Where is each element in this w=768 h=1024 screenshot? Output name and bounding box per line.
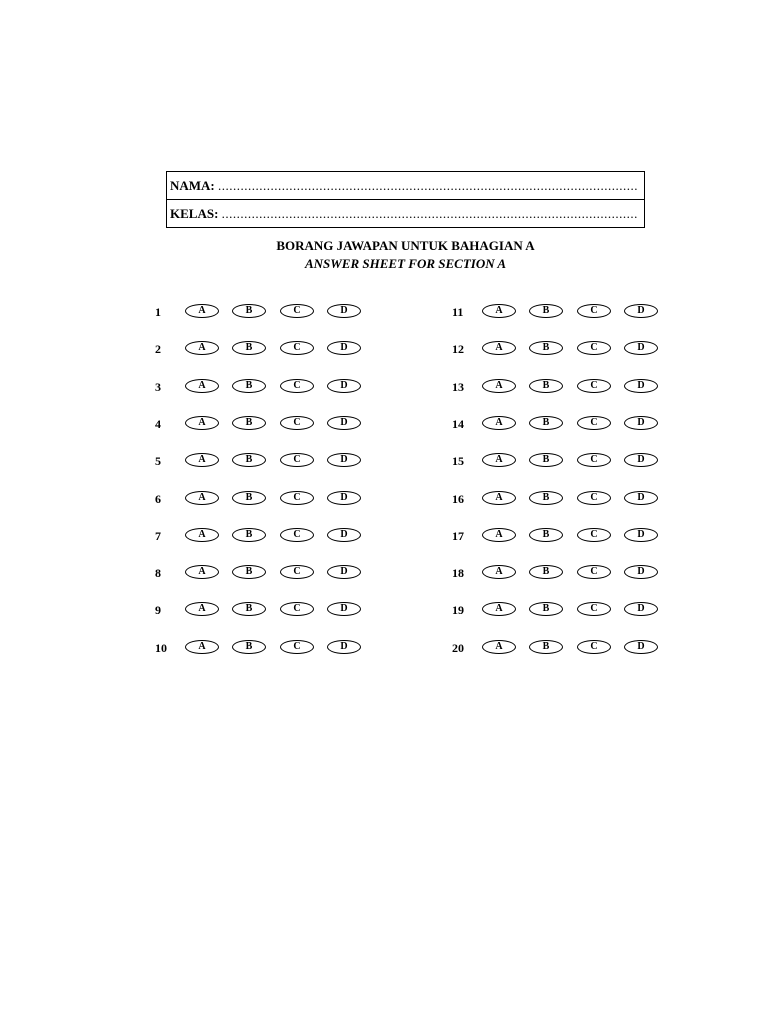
answer-bubble-a[interactable]: A bbox=[185, 379, 219, 393]
answer-bubble-a[interactable]: A bbox=[482, 304, 516, 318]
answer-bubble-a[interactable]: A bbox=[482, 640, 516, 654]
answer-bubble-a[interactable]: A bbox=[482, 528, 516, 542]
answer-bubble-a[interactable]: A bbox=[482, 341, 516, 355]
answer-bubble-b[interactable]: B bbox=[232, 565, 266, 579]
answer-bubble-a[interactable]: A bbox=[185, 491, 219, 505]
answer-bubble-a[interactable]: A bbox=[482, 602, 516, 616]
answer-bubble-c[interactable]: C bbox=[577, 565, 611, 579]
question-row bbox=[452, 565, 667, 581]
answer-bubble-b[interactable]: B bbox=[232, 602, 266, 616]
question-row bbox=[452, 528, 667, 544]
answer-bubble-b[interactable]: B bbox=[232, 304, 266, 318]
student-info-box bbox=[166, 171, 645, 228]
answer-bubble-b[interactable]: B bbox=[529, 453, 563, 467]
answer-bubble-c[interactable]: C bbox=[280, 416, 314, 430]
answer-bubble-d[interactable]: D bbox=[327, 453, 361, 467]
answer-bubble-c[interactable]: C bbox=[577, 416, 611, 430]
answer-bubble-a[interactable]: A bbox=[185, 602, 219, 616]
question-row bbox=[155, 379, 370, 395]
question-number: 10 bbox=[155, 641, 167, 655]
answer-bubble-b[interactable]: B bbox=[529, 565, 563, 579]
answer-bubble-d[interactable]: D bbox=[327, 416, 361, 430]
answer-bubble-b[interactable]: B bbox=[529, 491, 563, 505]
answer-bubble-a[interactable]: A bbox=[185, 416, 219, 430]
question-number: 8 bbox=[155, 566, 161, 580]
question-number: 4 bbox=[155, 417, 161, 431]
answer-bubble-b[interactable]: B bbox=[232, 491, 266, 505]
question-row bbox=[155, 640, 370, 656]
answer-bubble-c[interactable]: C bbox=[280, 453, 314, 467]
answer-bubble-a[interactable]: A bbox=[482, 416, 516, 430]
answer-bubble-c[interactable]: C bbox=[577, 528, 611, 542]
answer-bubble-c[interactable]: C bbox=[280, 491, 314, 505]
question-row bbox=[155, 565, 370, 581]
answer-bubble-d[interactable]: D bbox=[624, 640, 658, 654]
answer-bubble-a[interactable]: A bbox=[185, 304, 219, 318]
answer-bubble-c[interactable]: C bbox=[280, 565, 314, 579]
answer-bubble-b[interactable]: B bbox=[232, 416, 266, 430]
question-number: 11 bbox=[452, 305, 464, 319]
question-row bbox=[155, 453, 370, 469]
answer-bubble-b[interactable]: B bbox=[529, 416, 563, 430]
answer-bubble-d[interactable]: D bbox=[327, 528, 361, 542]
question-row bbox=[155, 491, 370, 507]
question-row bbox=[155, 416, 370, 432]
answer-bubble-c[interactable]: C bbox=[577, 341, 611, 355]
question-row bbox=[155, 528, 370, 544]
answer-bubble-b[interactable]: B bbox=[529, 640, 563, 654]
question-number: 19 bbox=[452, 603, 464, 617]
question-row bbox=[155, 304, 370, 320]
class-row[interactable] bbox=[167, 200, 644, 228]
answer-bubble-c[interactable]: C bbox=[280, 341, 314, 355]
answer-bubble-d[interactable]: D bbox=[624, 416, 658, 430]
answer-bubble-d[interactable]: D bbox=[624, 565, 658, 579]
title-malay: BORANG JAWAPAN UNTUK BAHAGIAN A bbox=[276, 238, 535, 253]
answer-bubble-b[interactable]: B bbox=[232, 341, 266, 355]
answer-bubble-a[interactable]: A bbox=[185, 453, 219, 467]
answer-bubble-a[interactable]: A bbox=[482, 379, 516, 393]
question-number: 15 bbox=[452, 454, 464, 468]
question-number: 12 bbox=[452, 342, 464, 356]
answer-bubble-b[interactable]: B bbox=[232, 528, 266, 542]
answer-bubble-b[interactable]: B bbox=[232, 640, 266, 654]
answer-bubble-d[interactable]: D bbox=[624, 304, 658, 318]
question-number: 18 bbox=[452, 566, 464, 580]
answer-bubble-d[interactable]: D bbox=[327, 602, 361, 616]
answer-bubble-d[interactable]: D bbox=[327, 640, 361, 654]
answer-bubble-d[interactable]: D bbox=[327, 491, 361, 505]
answer-bubble-c[interactable]: C bbox=[577, 491, 611, 505]
answer-bubble-d[interactable]: D bbox=[624, 528, 658, 542]
question-number: 20 bbox=[452, 641, 464, 655]
name-field[interactable]: ................................................................................................................ bbox=[218, 178, 639, 193]
question-number: 5 bbox=[155, 454, 161, 468]
name-row[interactable] bbox=[167, 172, 644, 200]
answer-bubble-b[interactable]: B bbox=[529, 379, 563, 393]
answer-bubble-b[interactable]: B bbox=[529, 528, 563, 542]
question-row bbox=[452, 341, 667, 357]
answer-bubble-c[interactable]: C bbox=[577, 379, 611, 393]
answer-bubble-a[interactable]: A bbox=[185, 528, 219, 542]
question-number: 7 bbox=[155, 529, 161, 543]
answer-bubble-d[interactable]: D bbox=[624, 379, 658, 393]
question-number: 17 bbox=[452, 529, 464, 543]
answer-bubble-a[interactable]: A bbox=[482, 565, 516, 579]
answer-bubble-c[interactable]: C bbox=[280, 528, 314, 542]
answer-bubble-b[interactable]: B bbox=[529, 602, 563, 616]
answer-bubble-d[interactable]: D bbox=[327, 379, 361, 393]
question-row bbox=[452, 602, 667, 618]
answer-bubble-d[interactable]: D bbox=[327, 341, 361, 355]
question-number: 1 bbox=[155, 305, 161, 319]
answer-bubble-b[interactable]: B bbox=[232, 379, 266, 393]
name-label: NAMA: bbox=[170, 178, 215, 193]
answer-bubble-a[interactable]: A bbox=[185, 565, 219, 579]
question-row bbox=[452, 416, 667, 432]
question-row bbox=[452, 379, 667, 395]
answer-bubble-a[interactable]: A bbox=[482, 453, 516, 467]
question-row bbox=[155, 602, 370, 618]
answer-bubble-c[interactable]: C bbox=[577, 453, 611, 467]
question-row bbox=[155, 341, 370, 357]
question-number: 13 bbox=[452, 380, 464, 394]
answer-bubble-b[interactable]: B bbox=[529, 304, 563, 318]
question-number: 16 bbox=[452, 492, 464, 506]
answer-bubble-c[interactable]: C bbox=[280, 602, 314, 616]
question-number: 2 bbox=[155, 342, 161, 356]
answer-bubble-d[interactable]: D bbox=[327, 565, 361, 579]
class-label: KELAS: bbox=[170, 206, 219, 221]
answer-bubble-c[interactable]: C bbox=[280, 379, 314, 393]
title-english: ANSWER SHEET FOR SECTION A bbox=[304, 256, 507, 271]
answer-bubble-c[interactable]: C bbox=[577, 602, 611, 616]
answer-bubble-b[interactable]: B bbox=[529, 341, 563, 355]
answer-bubble-c[interactable]: C bbox=[577, 640, 611, 654]
question-row bbox=[452, 640, 667, 656]
answer-bubble-a[interactable]: A bbox=[482, 491, 516, 505]
answer-bubble-c[interactable]: C bbox=[280, 640, 314, 654]
question-number: 3 bbox=[155, 380, 161, 394]
answer-bubble-c[interactable]: C bbox=[280, 304, 314, 318]
question-number: 6 bbox=[155, 492, 161, 506]
question-row bbox=[452, 304, 667, 320]
question-row bbox=[452, 453, 667, 469]
answer-bubble-a[interactable]: A bbox=[185, 341, 219, 355]
answer-bubble-a[interactable]: A bbox=[185, 640, 219, 654]
question-number: 9 bbox=[155, 603, 161, 617]
answer-bubble-d[interactable]: D bbox=[624, 602, 658, 616]
question-row bbox=[452, 491, 667, 507]
answer-bubble-d[interactable]: D bbox=[624, 491, 658, 505]
answer-bubble-d[interactable]: D bbox=[624, 453, 658, 467]
class-field[interactable]: ............................................................................................................... bbox=[221, 206, 638, 221]
question-number: 14 bbox=[452, 417, 464, 431]
answer-bubble-c[interactable]: C bbox=[577, 304, 611, 318]
answer-bubble-d[interactable]: D bbox=[327, 304, 361, 318]
answer-bubble-d[interactable]: D bbox=[624, 341, 658, 355]
answer-bubble-b[interactable]: B bbox=[232, 453, 266, 467]
